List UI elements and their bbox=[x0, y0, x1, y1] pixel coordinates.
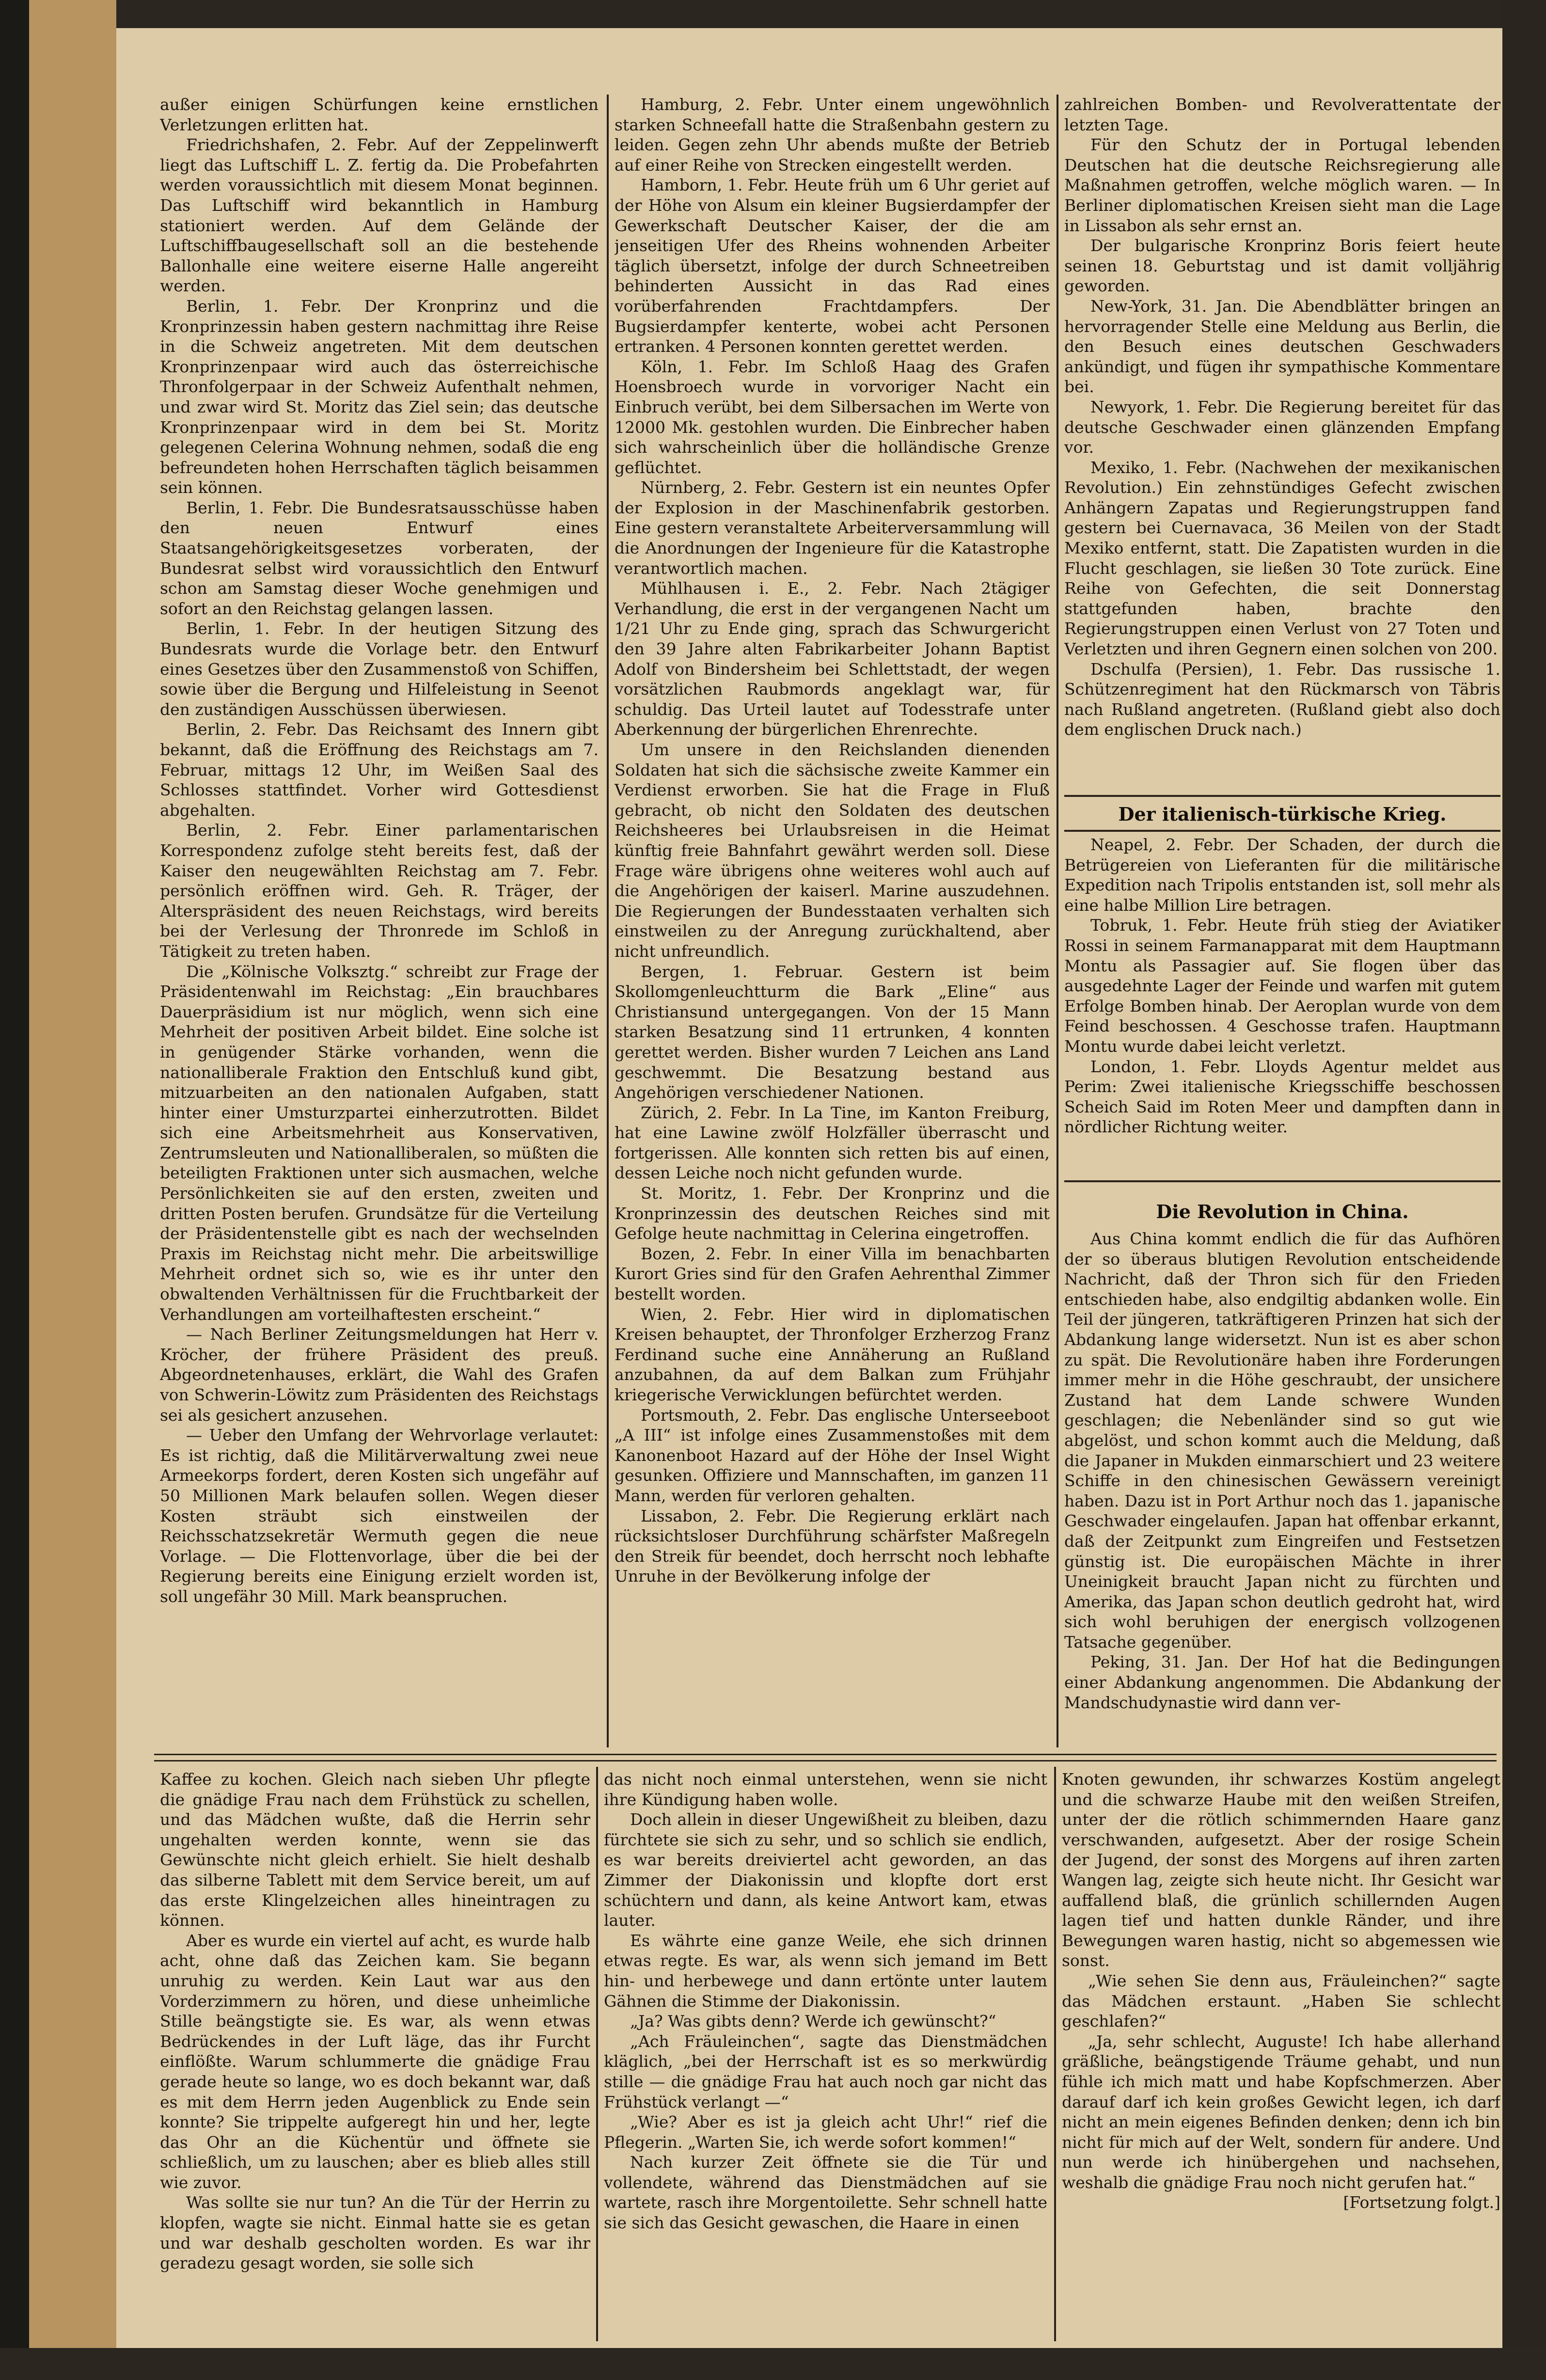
news-item: Hamborn, 1. Febr. Heute früh um 6 Uhr geriet auf der Höhe von Alsum ein kleiner Bugsierdampfer der Gewerkschaft Deutscher Kaiser, der die am jenseitigen Ufer des Rheins wohnenden Arbeiter täglich übersetzt, infolge der durch Schneetreiben behinderten Aussicht in das Rad eines vorüberfahrenden Frachtdampfers. Der Bugsierdampfer kenterte, wobei acht Personen ertranken. 4 Personen konnten gerettet werden. bbox=[615, 175, 1050, 356]
news-item: Neapel, 2. Febr. Der Schaden, der durch die Betrügereien von Lieferanten für die militärische Expedition nach Tripolis entstanden ist, soll mehr als eine halbe Million Lire betragen. bbox=[1064, 835, 1500, 915]
news-item: Portsmouth, 2. Febr. Das englische Unterseeboot „A III“ ist infolge eines Zusammenstoßes mit dem Kanonenboot Hazard auf der Höhe der Insel Wight gesunken. Offiziere und Mannschaften, im ganzen 11 Mann, werden für verloren gehalten. bbox=[615, 1405, 1050, 1505]
section-rule bbox=[1064, 1180, 1500, 1182]
news-item: Für den Schutz der in Portugal lebenden Deutschen hat die deutsche Reichsregierung alle Maßnahmen getroffen, welche möglich waren. — In Berliner diplomatischen Kreisen sieht man die Lage in Lissabon als sehr ernst an. bbox=[1064, 135, 1500, 235]
news-item: Berlin, 1. Febr. Die Bundesratsausschüsse haben den neuen Entwurf eines Staatsangehörigkeitsgesetzes vorberaten, der Bundesrat selbst wird voraussichtlich den Entwurf schon am Samstag dieser Woche genehmigen und sofort an den Reichstag gelangen lassen. bbox=[160, 498, 599, 618]
story-paragraph: Aber es wurde ein viertel auf acht, es wurde halb acht, ohne daß das Zeichen kam. Sie begann unruhig zu werden. Kein Laut war aus den Vorderzimmern zu hören, und diese unheimliche Stille beängstigte sie. Es war, als wenn etwas Bedrückendes in der Luft läge, das ihr Furcht einflößte. Warum schlummerte die gnädige Frau gerade heute so lange, wo es doch bekannt war, daß es mit dem Herrn jeden Augenblick zu Ende sein konnte? Sie trippelte aufgeregt hin und her, legte das Ohr an die Küchentür und öffnete sie schließlich, um zu lauschen; aber es blieb alles still wie zuvor. bbox=[160, 1931, 590, 2192]
story-paragraph: „Ja? Was gibts denn? Werde ich gewünscht?“ bbox=[630, 2012, 996, 2031]
feuilleton-column-2 bbox=[604, 1769, 1047, 2339]
feuilleton-column-3 bbox=[1062, 1769, 1500, 2339]
news-item: Peking, 31. Jan. Der Hof hat die Bedingungen einer Abdankung angenommen. Die Abdankung der Mandschudynastie wird dann ver- bbox=[1064, 1652, 1500, 1712]
section-rule bbox=[1064, 795, 1500, 797]
story-paragraph: „Wie sehen Sie denn aus, Fräuleinchen?“ sagte das Mädchen erstaunt. „Haben Sie schlecht geschlafen?“ bbox=[1062, 1971, 1500, 2031]
section-heading-war: Der italienisch-türkische Krieg. bbox=[1118, 803, 1447, 825]
news-item: Berlin, 1. Febr. Der Kronprinz und die Kronprinzessin haben gestern nachmittag ihre Reise in die Schweiz angetreten. Mit dem deutschen Kronprinzenpaar wird auch das österreichische Thronfolgerpaar in der Schweiz Aufenthalt nehmen, und zwar wird St. Moritz das Ziel sein; das deutsche Kronprinzenpaar wird in dem bei St. Moritz gelegenen Celerina Wohnung nehmen, sodaß die eng befreundeten hohen Herrschaften täglich beisammen sein können. bbox=[160, 296, 599, 497]
column-rule-1 bbox=[607, 95, 609, 1747]
news-item: Der bulgarische Kronprinz Boris feiert heute seinen 18. Geburtstag und ist damit volljährig geworden. bbox=[1064, 236, 1500, 296]
news-column-3b bbox=[1064, 835, 1500, 1213]
news-column-1 bbox=[160, 95, 599, 1748]
story-paragraph: Nach kurzer Zeit öffnete sie die Tür und vollendete, während das Dienstmädchen auf sie wartete, rasch ihre Morgentoilette. Sehr schnell hatte sie sich das Gesicht gewaschen, die Haare in einen bbox=[604, 2153, 1047, 2233]
news-column-3c bbox=[1064, 1229, 1500, 1748]
story-paragraph: „Ja, sehr schlecht, Auguste! Ich habe allerhand gräßliche, beängstigende Träume gehabt, und nun fühle ich mich matt und habe Kopfschmerzen. Aber darauf darf ich kein großes Gewicht legen, ich darf nicht an mein eigenes Befinden denken; denn ich bin nicht für mich auf der Welt, sondern für andere. Und nun werde ich hinübergehen und nachsehen, weshalb die gnädige Frau noch nicht gerufen hat.“ bbox=[1062, 2031, 1500, 2192]
story-paragraph: „Ach Fräuleinchen“, sagte das Dienstmädchen kläglich, „bei der Herrschaft ist es so merkwürdig stille — die gnädige Frau hat auch noch gar nicht das Frühstück verlangt —“ bbox=[604, 2031, 1047, 2111]
column-rule-3 bbox=[596, 1767, 598, 2341]
news-item: Aus China kommt endlich die für das Aufhören der so überaus blutigen Revolution entscheidende Nachricht, daß der Thron sich für den Frieden entschieden habe, also endgiltig abdanken wolle. Ein Teil der jüngeren, tatkräftigeren Prinzen hat sich der Abdankung lange widersetzt. Nun ist es aber schon zu spät. Die Revolutionäre haben ihre Forderungen immer mehr in die Höhe geschraubt, der unsichere Zustand hat dem Lande schwere Wunden geschlagen; die Nebenländer sind so gut wie abgelöst, und schon kommt auch die Meldung, daß die Japaner in Mukden einmarschiert und 23 weitere Schiffe in den chinesischen Gewässern vereinigt haben. Dazu ist in Port Arthur noch das 1. japanische Geschwader eingelaufen. Japan hat offenbar erkannt, daß der Zeitpunkt zum Eingreifen und Festsetzen günstig ist. Die europäischen Mächte in ihrer Uneinigkeit braucht Japan nicht zu fürchten und Amerika, das Japan schon deutlich gedroht hat, wird sich wohl beruhigen der energisch vollzogenen Tatsache gegenüber. bbox=[1064, 1229, 1500, 1651]
news-item: zahlreichen Bomben- und Revolverattentate der letzten Tage. bbox=[1064, 95, 1500, 134]
feuilleton-column-1 bbox=[160, 1769, 590, 2339]
news-item: Wien, 2. Febr. Hier wird in diplomatischen Kreisen behauptet, der Thronfolger Erzherzog Franz Ferdinand suche eine Annäherung an Rußland anzubahnen, da auf dem Balkan zum Frühjahr kriegerische Verwicklungen befürchtet werden. bbox=[615, 1304, 1050, 1404]
news-item: Bergen, 1. Februar. Gestern ist beim Skollomgenleuchtturm die Bark „Eline“ aus Christiansund untergegangen. Von der 15 Mann starken Besatzung sind 11 ertrunken, 4 konnten gerettet werden. Bisher wurden 7 Leichen ans Land geschwemmt. Die Besatzung bestand aus Angehörigen verschiedener Nationen. bbox=[615, 962, 1050, 1102]
story-paragraph: Kaffee zu kochen. Gleich nach sieben Uhr pflegte die gnädige Frau nach dem Frühstück zu schellen, und das Mädchen wußte, daß die Herrin sehr ungehalten werden konnte, wenn sie das Gewünschte nicht gleich erhielt. Sie hielt deshalb das silberne Tablett mit dem Service bereit, um auf das erste Klingelzeichen alles hineintragen zu können. bbox=[160, 1770, 590, 1930]
feuilleton-separator bbox=[154, 1754, 1497, 1761]
story-paragraph: das nicht noch einmal unterstehen, wenn sie nicht ihre Kündigung haben wolle. bbox=[604, 1770, 1047, 1809]
news-item: Nürnberg, 2. Febr. Gestern ist ein neuntes Opfer der Explosion in der Maschinenfabrik gestorben. Eine gestern veranstaltete Arbeiterversammlung will die Anordnungen der Ingenieure für die Katastrophe verantwortlich machen. bbox=[615, 478, 1050, 578]
news-item: außer einigen Schürfungen keine ernstlichen Verletzungen erlitten hat. bbox=[160, 95, 599, 134]
story-paragraph: Knoten gewunden, ihr schwarzes Kostüm angelegt und die schwarze Haube mit den weißen Streifen, unter der die rötlich schimmernden Haare ganz verschwanden, aufgesetzt. Aber der rosige Schein der Jugend, der sonst des Morgens auf ihren zarten Wangen lag, zeigte sich heute nicht. Ihr Gesicht war auffallend blaß, die grünlich schillernden Augen lagen tief und hatten dunkle Ränder, und ihre Bewegungen waren hastig, nicht so abgemessen wie sonst. bbox=[1062, 1770, 1500, 1970]
news-item: St. Moritz, 1. Febr. Der Kronprinz und die Kronprinzessin des deutschen Reiches sind mit Gefolge heute nachmittag in Celerina eingetroffen. bbox=[615, 1184, 1050, 1243]
scan-edge-top bbox=[0, 0, 1546, 28]
news-item: Tobruk, 1. Febr. Heute früh stieg der Aviatiker Rossi in seinem Farmanapparat mit dem Hauptmann Montu als Passagier auf. Sie flogen über das ausgedehnte Lager der Feinde und warfen mit gutem Erfolge Bomben hinab. Der Aeroplan wurde von dem Feind beschossen. 4 Geschosse trafen. Hauptmann Montu wurde dabei leicht verletzt. bbox=[1064, 916, 1500, 1056]
news-item: Berlin, 2. Febr. Das Reichsamt des Innern gibt bekannt, daß die Eröffnung des Reichstags am 7. Februar, mittags 12 Uhr, im Weißen Saal des Schlosses stattfindet. Vorher wird Gottesdienst abgehalten. bbox=[160, 720, 599, 820]
continued-note: [Fortsetzung folgt.] bbox=[1343, 2193, 1500, 2212]
news-item: Mühlhausen i. E., 2. Febr. Nach 2tägiger Verhandlung, die erst in der vergangenen Nacht um 1/21 Uhr zu Ende ging, sprach das Schwurgericht den 39 Jahre alten Fabrikarbeiter Johann Baptist Adolf von Bindersheim bei Schlettstadt, der wegen vorsätzlichen Raubmords angeklagt war, für schuldig. Das Urteil lautet auf Todesstrafe unter Aberkennung der bürgerlichen Ehrenrechte. bbox=[615, 579, 1050, 739]
news-item: Newyork, 1. Febr. Die Regierung bereitet für das deutsche Geschwader einen glänzenden Empfang vor. bbox=[1064, 397, 1500, 457]
scan-edge-bottom bbox=[0, 2348, 1546, 2380]
news-item: Hamburg, 2. Febr. Unter einem ungewöhnlich starken Schneefall hatte die Straßenbahn gestern zu leiden. Gegen zehn Uhr abends mußte der Betrieb auf einer Reihe von Strecken eingestellt werden. bbox=[615, 95, 1050, 175]
news-item: Lissabon, 2. Febr. Die Regierung erklärt nach rücksichtsloser Durchführung schärfster Maßregeln den Streik für beendet, doch herrscht noch lebhafte Unruhe in der Bevölkerung infolge der bbox=[615, 1506, 1050, 1586]
news-item: Berlin, 1. Febr. In der heutigen Sitzung des Bundesrats wurde die Vorlage betr. den Entwurf eines Gesetzes über den Zusammenstoß von Schiffen, sowie über die Bergung und Hilfeleistung in Seenot den zuständigen Ausschüssen überwiesen. bbox=[160, 619, 599, 719]
column-rule-4 bbox=[1054, 1767, 1056, 2341]
news-item: Berlin, 2. Febr. Einer parlamentarischen Korrespondenz zufolge steht bereits fest, daß der Kaiser den neugewählten Reichstag am 7. Febr. persönlich eröffnen wird. Geh. R. Träger, der Alterspräsident des neuen Reichstags, wird bereits bei der Verlesung der Thronrede im Schloß in Tätigkeit zu treten haben. bbox=[160, 821, 599, 961]
scan-edge-left bbox=[0, 0, 29, 2380]
scan-edge-right bbox=[1502, 0, 1546, 2380]
news-item: Köln, 1. Febr. Im Schloß Haag des Grafen Hoensbroech wurde in vorvoriger Nacht ein Einbruch verübt, bei dem Silbersachen im Werte von 12000 Mk. gestohlen wurden. Die Einbrecher haben sich wahrscheinlich über die holländische Grenze geflüchtet. bbox=[615, 357, 1050, 477]
news-item: — Ueber den Umfang der Wehrvorlage verlautet: Es ist richtig, daß die Militärverwaltung zwei neue Armeekorps fordert, deren Kosten sich ungefähr auf 50 Millionen Mark belaufen sollen. Wegen dieser Kosten sträubt sich einstweilen der Reichsschatzsekretär Wermuth gegen die neue Vorlage. — Die Flottenvorlage, über die bei der Regierung bereits eine Einigung erzielt worden ist, soll ungefähr 30 Mill. Mark beanspruchen. bbox=[160, 1426, 599, 1606]
section-heading-china: Die Revolution in China. bbox=[1156, 1201, 1409, 1222]
news-item: Zürich, 2. Febr. In La Tine, im Kanton Freiburg, hat eine Lawine zwölf Holzfäller überrascht und fortgerissen. Alle konnten sich retten bis auf einen, dessen Leiche noch nicht gefunden wurde. bbox=[615, 1103, 1050, 1183]
news-item: London, 1. Febr. Lloyds Agentur meldet aus Perim: Zwei italienische Kriegsschiffe beschossen Scheich Said im Roten Meer und dampften dann in nördlicher Richtung weiter. bbox=[1064, 1057, 1500, 1137]
story-paragraph: Was sollte sie nur tun? An die Tür der Herrin zu klopfen, wagte sie nicht. Einmal hatte sie es getan und war deshalb gescholten worden. Es war ihr geradezu gesagt worden, sie solle sich bbox=[160, 2193, 590, 2273]
story-paragraph: Es währte eine ganze Weile, ehe sich drinnen etwas regte. Es war, als wenn sich jemand im Bett hin- und herbewege und dann ertönte unter lautem Gähnen die Stimme der Diakonissin. bbox=[604, 1931, 1047, 2011]
news-item: Mexiko, 1. Febr. (Nachwehen der mexikanischen Revolution.) Ein zehnstündiges Gefecht zwischen Anhängern Zapatas und Regierungstruppen fand gestern bei Cuernavaca, 36 Meilen von der Stadt Mexiko entfernt, statt. Die Zapatisten wurden in die Flucht geschlagen, sie ließen 30 Tote zurück. Eine Reihe von Gefechten, die seit Donnerstag stattgefunden haben, brachte den Regierungstruppen einen Verlust von 27 Toten und Verletzten und ihren Gegnern einen solchen von 200. bbox=[1064, 458, 1500, 659]
story-paragraph: „Wie? Aber es ist ja gleich acht Uhr!“ rief die Pflegerin. „Warten Sie, ich werde sofort kommen!“ bbox=[604, 2112, 1047, 2152]
news-item: Die „Kölnische Volksztg.“ schreibt zur Frage der Präsidentenwahl im Reichstag: „Ein brauchbares Dauerpräsidium ist nur möglich, wenn sich eine Mehrheit der positiven Arbeit bildet. Eine solche ist in genügender Stärke vorhanden, wenn die nationalliberale Fraktion den Entschluß kund gibt, mitzuarbeiten an den nationalen Aufgaben, statt hinter einer Umsturzpartei einherzutrotten. Bildet sich eine Arbeitsmehrheit aus Konservativen, Zentrumsleuten und Nationalliberalen, so müßten die beteiligten Fraktionen unter sich ausmachen, welche Persönlichkeiten sie auf den ersten, zweiten und dritten Posten berufen. Grundsätze für die Verteilung der Präsidentenstelle gibt es nach der wechselnden Praxis im Reichstag nicht mehr. Die arbeitswillige Mehrheit ordnet sich so, wie es ihr unter den obwaltenden Verhältnissen für die Fruchtbarkeit der Verhandlungen am vorteilhaftesten erscheint.“ bbox=[160, 962, 599, 1324]
news-column-3a bbox=[1064, 95, 1500, 793]
news-item: New-York, 31. Jan. Die Abendblätter bringen an hervorragender Stelle eine Meldung aus Berlin, die den Besuch eines deutschen Geschwaders ankündigt, und fügen ihr sympathische Kommentare bei. bbox=[1064, 296, 1500, 397]
news-item: — Nach Berliner Zeitungsmeldungen hat Herr v. Kröcher, der frühere Präsident des preuß. Abgeordnetenhauses, erklärt, die Wahl des Grafen von Schwerin-Löwitz zum Präsidenten des Reichstags sei als gesichert anzusehen. bbox=[160, 1325, 599, 1425]
column-rule-2 bbox=[1057, 95, 1058, 1747]
story-paragraph: Doch allein in dieser Ungewißheit zu bleiben, dazu fürchtete sie sich zu sehr, und so schlich sie endlich, es war bereits dreiviertel acht geworden, an das Zimmer der Diakonissin und klopfte dort erst schüchtern und dann, als keine Antwort kam, etwas lauter. bbox=[604, 1810, 1047, 1930]
news-item: Bozen, 2. Febr. In einer Villa im benachbarten Kurort Gries sind für den Grafen Aehrenthal Zimmer bestellt worden. bbox=[615, 1244, 1050, 1304]
page-margin-left bbox=[29, 0, 116, 2380]
news-item: Friedrichshafen, 2. Febr. Auf der Zeppelinwerft liegt das Luftschiff L. Z. fertig da. Die Probefahrten werden voraussichtlich mit diesem Monat beginnen. Das Luftschiff wird bekanntlich in Hamburg stationiert werden. Auf dem Gelände der Luftschiffbaugesellschaft soll an die bestehende Ballonhalle eine weitere eiserne Halle angereiht werden. bbox=[160, 135, 599, 296]
news-item: Dschulfa (Persien), 1. Febr. Das russische 1. Schützenregiment hat den Rückmarsch von Täbris nach Rußland angetreten. (Rußland giebt also doch dem englischen Druck nach.) bbox=[1064, 659, 1500, 739]
section-rule bbox=[1064, 830, 1500, 832]
news-item: Um unsere in den Reichslanden dienenden Soldaten hat sich die sächsische zweite Kammer ein Verdienst erworben. Sie hat die Frage in Fluß gebracht, ob nicht den Soldaten des deutschen Reichsheeres bei Urlaubsreisen in die Heimat künftig freie Bahnfahrt gewährt werden soll. Diese Frage wäre übrigens ohne weiteres wohl auch auf die Angehörigen der kaiserl. Marine auszudehnen. Die Regierungen der Bundesstaaten verhalten sich einstweilen zu der Anregung zurückhaltend, aber nicht unfreundlich. bbox=[615, 740, 1050, 961]
news-column-2 bbox=[615, 95, 1050, 1748]
